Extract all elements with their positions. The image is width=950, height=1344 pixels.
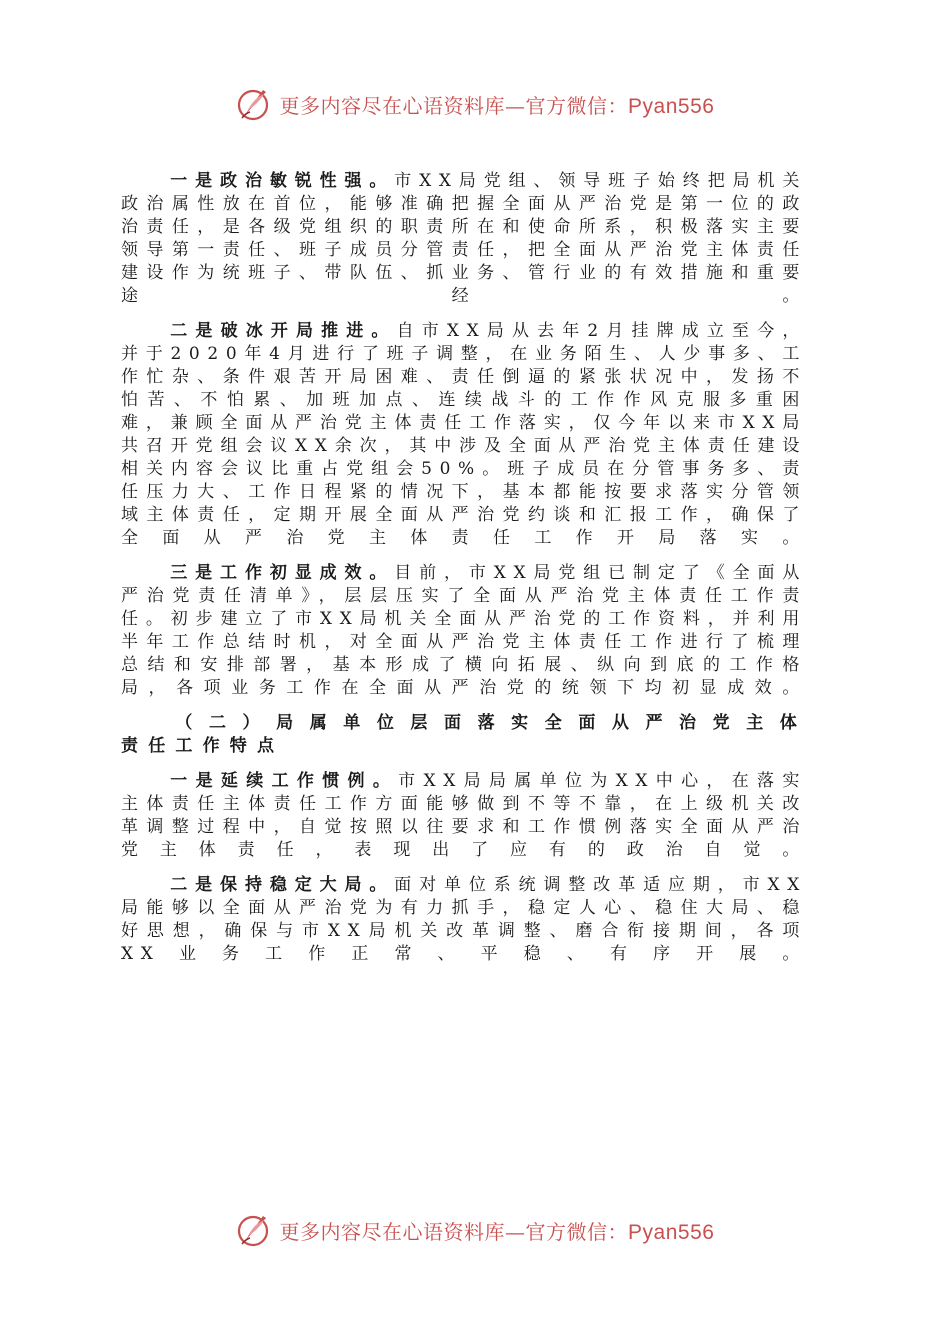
wechat-handle: Pyan556	[628, 94, 715, 118]
paragraph-icebreaking-start: 二是破冰开局推进。自市XX局从去年2月挂牌成立至今，并于2020年4月进行了班子调整，在业务陌生、人少事多、工作忙杂、条件艰苦开局困难、责任倒逼的紧张状况中，发扬不怕苦、不怕累、加班加点、连续战斗的工作作风克服多重困难，兼顾全面从严治党主体责任工作落实，仅今年以来市XX局共召开党组会议XX余次，其中涉及全面从严治党主体责任建设相关内容会议比重占党组会50%。班子成员在分管事务多、责任压力大、工作日程紧的情况下，基本都能按要求落实分管领域主体责任，定期开展全面从严治党约谈和汇报工作，确保了全面从严治党主体责任工作开局落实。	[121, 321, 807, 548]
watermark-text: 更多内容尽在心语资料库—官方微信：Pyan556	[279, 93, 715, 118]
watermark-banner-bottom	[0, 1210, 950, 1250]
paragraph-continue-practice: 一是延续工作惯例。市XX局局属单位为XX中心，在落实主体责任主体责任工作方面能够做到不等不靠，在上级机关改革调整过程中，自觉按照以往要求和工作惯例落实全面从严治党主体责任，表现出了应有的政治自觉。	[121, 771, 807, 860]
watermark-banner-top	[0, 84, 950, 124]
quill-logo-icon	[236, 1212, 272, 1248]
paragraph-maintain-stability: 二是保持稳定大局。面对单位系统调整改革适应期，市XX局能够以全面从严治党为有力抓手，稳定人心、稳住大局、稳好思想，确保与市XX局机关改革调整、磨合衔接期间，各项XX业务工作正常、平稳、有序开展。	[121, 875, 807, 964]
paragraph-political-sensitivity: 一是政治敏锐性强。市XX局党组、领导班子始终把局机关政治属性放在首位，能够准确把握全面从严治党是第一位的政治责任，是各级党组织的职责所在和使命所系，积极落实主要领导第一责任、班子成员分管责任，把全面从严治党主体责任建设作为统班子、带队伍、抓业务、管行业的有效措施和重要途经。	[121, 171, 807, 306]
section-heading: （二）局属单位层面落实全面从严治党主体 责任工作特点	[121, 713, 807, 756]
document-body	[121, 170, 807, 978]
wechat-handle: Pyan556	[628, 1220, 715, 1244]
paragraph-initial-results: 三是工作初显成效。目前，市XX局党组已制定了《全面从严治党责任清单》，层层压实了全面从严治党主体责任工作责任。初步建立了市XX局机关全面从严治党的工作资料，并利用半年工作总结时机，对全面从严治党主体责任工作进行了梳理总结和安排部署，基本形成了横向拓展、纵向到底的工作格局，各项业务工作在全面从严治党的统领下均初显成效。	[121, 563, 807, 698]
quill-logo-icon	[236, 86, 272, 122]
watermark-text: 更多内容尽在心语资料库—官方微信：Pyan556	[279, 1219, 715, 1244]
